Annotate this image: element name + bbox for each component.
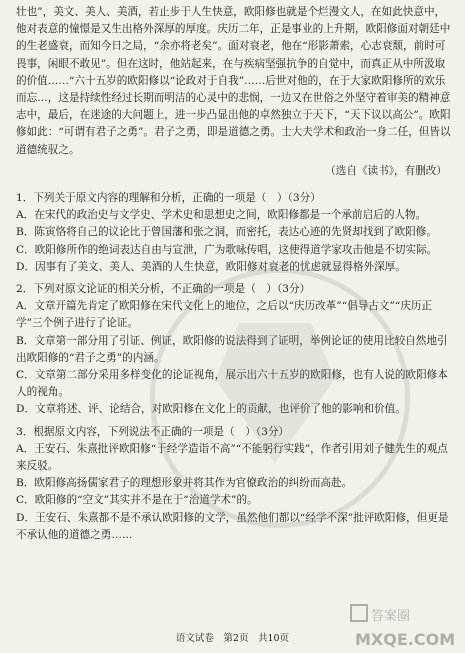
passage-paragraph: 壮也”，美文、美人、美酒，若止步于人生快意，欧阳修也就是个烂漫文人，在如此快意中，他对表意的憧憬是又生出格外深厚的厚度。庆历二年，正是事业的上升期，欧阳修面对朝廷中的生老盛衰，而知今日之局，“余亦将老矣”。面对衰老，他在“形影萧索，心志衰颓，前时可畏事，闲眼不敢见”。但在这时，他站起来，在与疾病坚强抗争的自觉中，而真正从中所汲取的价值……“六十五岁的欧阳修以“论政对于自我”……后世对他的，在于大家欧阳修所的欢乐而忘…，这是持续性经过长期而明洁的心灵中的悲悯，一边又在世俗之外坚守着审美的精神意志中，最后，在迷途的大问题上，进一步凸显出他的卓然独立于天下，“天下议以高公”。欧阳修如此：“可谓有君子之勇”。君子之勇，即是道德之勇。士大夫学术和政治一身二任，但皆以道德统驭之。 [16,6,451,156]
question-1 [16,190,451,276]
option-a: A．文章开篇先肯定了欧阳修在宋代文化上的地位，之后以“庆历改革”“倡导古文”“庆历正学”三个例子进行了论证。 [16,300,433,330]
question-stem: 3．根据原文内容，下列说法不正确的一项是（ ）（3分） [16,425,290,438]
page-footer: 语文试卷 第2页 共10页 [175,632,290,644]
question-stem: 2．下列对原文论证的相关分析，不正确的一项是（ ）（3分） [16,283,311,296]
passage-source: （选自《读书》，有删改） [325,164,447,177]
question-2 [16,281,451,419]
svg-text:答案圈: 答案圈 [371,609,411,624]
option-b: B．欧阳修高扬儒家君子的理想形象并将其作为官僚政治的纠纷而高赴。 [16,477,353,490]
option-d: D．因事有了美文、美人、美酒的人生快意，欧阳修对衰老的忧虑就显得格外深厚。 [16,260,406,273]
option-b: B．陈寅恪将自己的议论比于曾国藩和张之洞，而密托，表达心迹的先贤却找到了欧阳修。 [16,226,437,239]
option-b: B．文章第一部分用了引证、例证，欧阳修的说法得到了证明，举例论证的使用比较自然地引出欧阳修的“君子之勇”的内涵。 [16,334,448,364]
option-c: C．欧阳修的“空文”其实并不是在于“治道学术”的。 [16,494,258,507]
option-d: D．文章将述、评、论结合，对欧阳修在文化上的贡献，也评价了他的影响和价值。 [16,403,406,416]
option-a: A．在宋代的政治史与文学史、学术史和思想史之间，欧阳修都是一个承前启后的人物。 [16,209,427,222]
option-c: C．欧阳修所作的绝词表达自由与宣泄，广为歌咏传唱，这使得道学家攻击他是不切实际。 [16,243,438,256]
option-d: D．王安石、朱熹都不是不承认欧阳修的文学，虽然他们都以“经学不深”批评欧阳修，但更是不承认他的道德之勇…… [16,511,449,541]
question-stem: 1．下列关于原文内容的理解和分析，正确的一项是（ ）（3分） [16,192,321,205]
option-a: A．王安石、朱熹批评欧阳修“于经学造诣不高”“不能躬行实践”，作者引用刘子健先生的观点来反驳。 [16,442,448,473]
question-3 [16,424,451,544]
option-c: C．文章第二部分采用多样变化的论证视角，展示出六十五岁的欧阳修，也有人说的欧阳修本人的视角。 [16,369,448,399]
svg-text:MXQE.COM: MXQE.COM [355,630,456,649]
